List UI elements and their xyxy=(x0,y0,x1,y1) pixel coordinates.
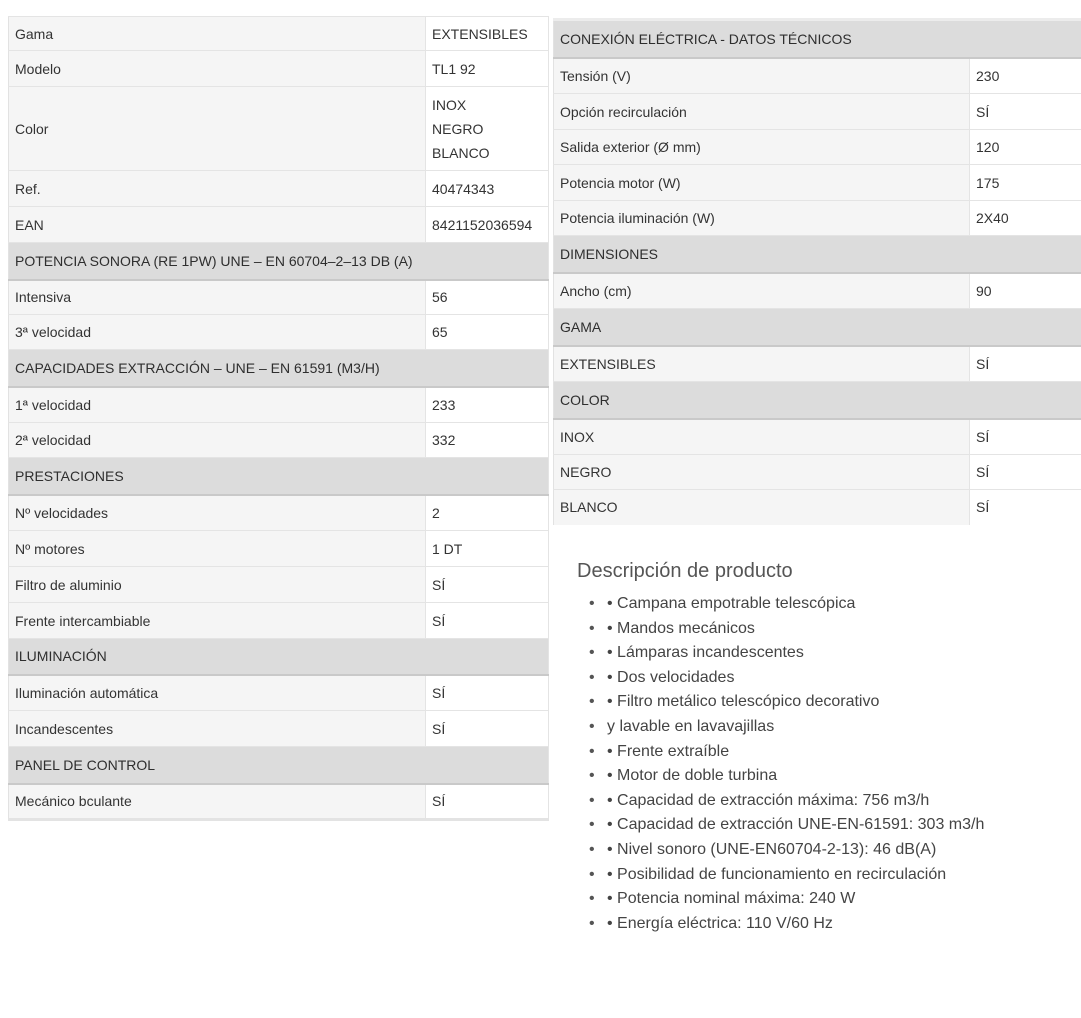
spec-label: Gama xyxy=(9,17,426,51)
spec-value: TL1 92 xyxy=(426,51,549,87)
spec-label: Intensiva xyxy=(9,280,426,315)
description-item xyxy=(589,690,1077,715)
spec-value: SÍ xyxy=(426,603,549,639)
section-header xyxy=(9,350,549,387)
spec-row xyxy=(9,423,549,458)
spec-row xyxy=(554,419,1081,455)
specs-table-right-body xyxy=(554,20,1081,525)
description-item-text: • Mandos mecánicos xyxy=(607,619,755,637)
description-item-text: • Dos velocidades xyxy=(607,668,735,686)
spec-value: SÍ xyxy=(426,711,549,747)
spec-label: Nº motores xyxy=(9,531,426,567)
spec-value: SÍ xyxy=(970,419,1081,455)
description-item-text: • Capacidad de extracción máxima: 756 m3/h xyxy=(607,791,930,809)
spec-value: 1 DT xyxy=(426,531,549,567)
description-item xyxy=(589,789,1077,814)
spec-row xyxy=(9,315,549,350)
spec-row xyxy=(9,51,549,87)
description-item-text: • Nivel sonoro (UNE-EN60704-2-13): 46 dB(A) xyxy=(607,840,937,858)
bullet-icon: • xyxy=(589,717,595,735)
bullet-icon: • xyxy=(589,742,595,760)
spec-row xyxy=(554,455,1081,490)
bullet-icon: • xyxy=(589,595,595,612)
description-item-text: y lavable en lavavajillas xyxy=(607,717,775,735)
spec-row xyxy=(554,130,1081,165)
bullet-icon: • xyxy=(589,668,595,686)
bullet-icon: • xyxy=(589,791,595,809)
bullet-icon: • xyxy=(589,644,595,662)
description-item-text: • Frente extraíble xyxy=(607,742,730,760)
spec-label: EAN xyxy=(9,207,426,243)
spec-value: 175 xyxy=(970,165,1081,201)
spec-label: Potencia iluminación (W) xyxy=(554,201,970,236)
spec-label: BLANCO xyxy=(554,490,970,525)
spec-value: SÍ xyxy=(970,490,1081,525)
description-item-text: • Posibilidad de funcionamiento en recirculación xyxy=(607,865,947,883)
spec-row xyxy=(9,387,549,423)
spec-label: Mecánico bculante xyxy=(9,784,426,820)
bullet-icon: • xyxy=(589,914,595,932)
description-item xyxy=(589,715,1077,740)
spec-label: Incandescentes xyxy=(9,711,426,747)
description-item xyxy=(589,912,1077,937)
spec-value: SÍ xyxy=(426,567,549,603)
spec-row xyxy=(9,495,549,531)
spec-value: SÍ xyxy=(970,94,1081,130)
description-item xyxy=(589,887,1077,912)
spec-row xyxy=(9,171,549,207)
bullet-icon: • xyxy=(589,619,595,637)
spec-value: 332 xyxy=(426,423,549,458)
spec-label: EXTENSIBLES xyxy=(554,346,970,382)
spec-row xyxy=(9,675,549,711)
specs-table-right xyxy=(553,18,1081,525)
spec-row xyxy=(9,784,549,820)
description-item xyxy=(589,813,1077,838)
specs-table-left xyxy=(8,16,549,821)
spec-value: EXTENSIBLES xyxy=(426,17,549,51)
section-title: POTENCIA SONORA (RE 1PW) UNE – EN 60704–2–13 DB (A) xyxy=(9,243,549,280)
spec-value: SÍ xyxy=(426,675,549,711)
section-title: PANEL DE CONTROL xyxy=(9,747,549,784)
spec-row xyxy=(554,346,1081,382)
spec-value: 65 xyxy=(426,315,549,350)
section-title: CONEXIÓN ELÉCTRICA - DATOS TÉCNICOS xyxy=(554,20,1081,58)
spec-row xyxy=(9,711,549,747)
spec-label: Ref. xyxy=(9,171,426,207)
spec-value: 40474343 xyxy=(426,171,549,207)
spec-label: 2ª velocidad xyxy=(9,423,426,458)
description-list xyxy=(577,592,1077,936)
spec-value: INOX NEGRO BLANCO xyxy=(426,87,549,171)
spec-label: Tensión (V) xyxy=(554,58,970,94)
spec-value: 233 xyxy=(426,387,549,423)
spec-row xyxy=(554,94,1081,130)
description-item xyxy=(589,666,1077,691)
section-title: COLOR xyxy=(554,382,1081,419)
section-header xyxy=(554,20,1081,58)
spec-label: NEGRO xyxy=(554,455,970,490)
description-item-text: • Motor de doble turbina xyxy=(607,767,778,785)
bullet-icon: • xyxy=(589,767,595,785)
spec-value: SÍ xyxy=(970,455,1081,490)
spec-label: Nº velocidades xyxy=(9,495,426,531)
description-item xyxy=(589,764,1077,789)
spec-row xyxy=(9,567,549,603)
bullet-icon: • xyxy=(589,816,595,834)
description-item-text: • Campana empotrable telescópica xyxy=(607,595,856,612)
spec-value: 56 xyxy=(426,280,549,315)
spec-label: Filtro de aluminio xyxy=(9,567,426,603)
description-item xyxy=(589,617,1077,642)
spec-row xyxy=(9,207,549,243)
description-item-text: • Lámparas incandescentes xyxy=(607,644,804,662)
section-header xyxy=(554,382,1081,419)
spec-row xyxy=(554,273,1081,309)
section-title: ILUMINACIÓN xyxy=(9,639,549,675)
spec-label: Iluminación automática xyxy=(9,675,426,711)
section-title: PRESTACIONES xyxy=(9,458,549,495)
section-header xyxy=(554,236,1081,273)
section-header xyxy=(9,458,549,495)
section-header xyxy=(9,639,549,675)
section-title: GAMA xyxy=(554,309,1081,346)
bullet-icon: • xyxy=(589,890,595,908)
product-description xyxy=(577,560,1077,936)
spec-label: 3ª velocidad xyxy=(9,315,426,350)
spec-value: 230 xyxy=(970,58,1081,94)
spec-label: Color xyxy=(9,87,426,171)
spec-row xyxy=(554,201,1081,236)
spec-label: Ancho (cm) xyxy=(554,273,970,309)
spec-row xyxy=(9,603,549,639)
section-title: DIMENSIONES xyxy=(554,236,1081,273)
spec-value: SÍ xyxy=(426,784,549,820)
spec-label: Potencia motor (W) xyxy=(554,165,970,201)
spec-value: 120 xyxy=(970,130,1081,165)
spec-label: Frente intercambiable xyxy=(9,603,426,639)
spec-label: Modelo xyxy=(9,51,426,87)
spec-label: 1ª velocidad xyxy=(9,387,426,423)
spec-value: 90 xyxy=(970,273,1081,309)
specs-table-left-body xyxy=(9,17,549,820)
section-header xyxy=(9,243,549,280)
spec-row xyxy=(554,58,1081,94)
spec-row xyxy=(9,17,549,51)
description-title: Descripción de producto xyxy=(577,560,793,582)
spec-value: 2X40 xyxy=(970,201,1081,236)
description-item xyxy=(589,592,1077,617)
bullet-icon: • xyxy=(589,840,595,858)
bullet-icon: • xyxy=(589,693,595,711)
description-item-text: • Filtro metálico telescópico decorativo xyxy=(607,693,880,711)
spec-row xyxy=(9,280,549,315)
spec-row xyxy=(9,87,549,171)
spec-row xyxy=(554,490,1081,525)
description-item xyxy=(589,641,1077,666)
section-header xyxy=(554,309,1081,346)
description-item xyxy=(589,740,1077,765)
spec-row xyxy=(554,165,1081,201)
spec-row xyxy=(9,531,549,567)
spec-value: 2 xyxy=(426,495,549,531)
section-header xyxy=(9,747,549,784)
spec-value: 8421152036594 xyxy=(426,207,549,243)
description-item xyxy=(589,863,1077,888)
description-item-text: • Potencia nominal máxima: 240 W xyxy=(607,890,856,908)
description-item-text: • Energía eléctrica: 110 V/60 Hz xyxy=(607,914,833,932)
section-title: CAPACIDADES EXTRACCIÓN – UNE – EN 61591 (M3/H) xyxy=(9,350,549,387)
spec-value: SÍ xyxy=(970,346,1081,382)
bullet-icon: • xyxy=(589,865,595,883)
description-item xyxy=(589,838,1077,863)
spec-label: Salida exterior (Ø mm) xyxy=(554,130,970,165)
spec-label: INOX xyxy=(554,419,970,455)
description-item-text: • Capacidad de extracción UNE-EN-61591: 303 m3/h xyxy=(607,816,985,834)
spec-label: Opción recirculación xyxy=(554,94,970,130)
